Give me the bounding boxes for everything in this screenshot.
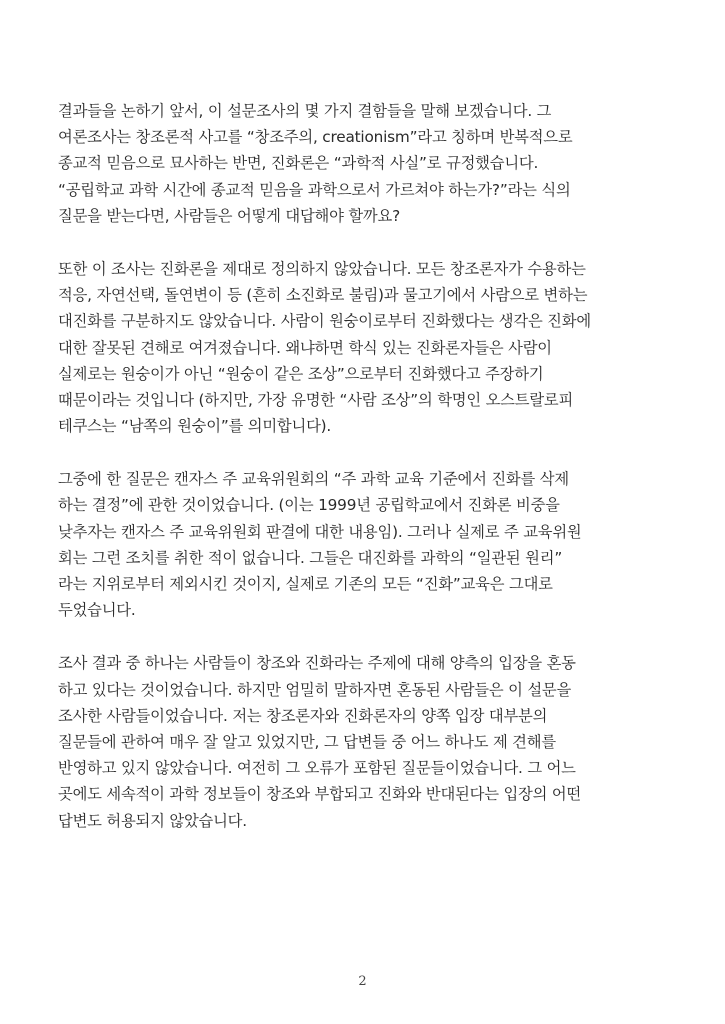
text-line: 반영하고 있지 않았습니다. 여전히 그 오류가 포함된 질문들이었습니다. 그 어느	[58, 759, 576, 778]
paragraph-evolution-definition	[58, 256, 688, 439]
text-line: “공립학교 과학 시간에 종교적 믿음을 과학으로서 가르쳐야 하는가?”라는 식의	[58, 180, 571, 199]
text-line: 여론조사는 창조론적 사고를 “창조주의, creationism”라고 칭하며 반복적으로	[58, 128, 573, 147]
text-line: 조사한 사람들이었습니다. 저는 창조론자와 진화론자의 양쪽 입장 대부분의	[58, 706, 548, 725]
text-line: 종교적 믿음으로 묘사하는 반면, 진화론은 “과학적 사실”로 규정했습니다.	[58, 154, 539, 173]
text-line: 테쿠스는 “남쪽의 원숭이”를 의미합니다).	[58, 417, 332, 436]
text-line: 그중에 한 질문은 캔자스 주 교육위원회의 “주 과학 교육 기준에서 진화를 삭제	[58, 470, 569, 489]
text-line: 답변도 허용되지 않았습니다.	[58, 811, 247, 830]
text-line: 곳에도 세속적이 과학 정보들이 창조와 부합되고 진화와 반대된다는 입장의 어떤	[58, 785, 581, 804]
text-line: 라는 지위로부터 제외시킨 것이지, 실제로 기존의 모든 “진화”교육은 그대로	[58, 575, 553, 593]
paragraph-survey-confusion	[58, 650, 688, 833]
page-number: 2	[358, 974, 367, 989]
paragraph-kansas-board	[58, 466, 688, 623]
paragraph-survey-flaws	[58, 98, 688, 229]
text-line: 회는 그런 조치를 취한 적이 없습니다. 그들은 대진화를 과학의 “일관된 원리”	[58, 548, 563, 567]
text-line: 하고 있다는 것이었습니다. 하지만 엄밀히 말하자면 혼동된 사람들은 이 설문을	[58, 680, 572, 699]
document-body	[58, 98, 688, 861]
text-line: 때문이라는 것입니다 (하지만, 가장 유명한 “사람 조상”의 학명인 오스트랄로피	[58, 390, 574, 409]
text-line: 질문을 받는다면, 사람들은 어떻게 대답해야 할까요?	[58, 206, 401, 225]
text-line: 결과들을 논하기 앞서, 이 설문조사의 몇 가지 결함들을 말해 보겠습니다. 그	[58, 102, 552, 120]
text-line: 하는 결정”에 관한 것이었습니다. (이는 1999년 공립학교에서 진화론 비중을	[58, 496, 560, 515]
text-line: 적응, 자연선택, 돌연변이 등 (흔히 소진화로 불림)과 물고기에서 사람으로 변하는	[58, 286, 588, 305]
text-line: 실제로는 원숭이가 아닌 “원숭이 같은 조상”으로부터 진화했다고 주장하기	[58, 364, 544, 383]
text-line: 낮추자는 캔자스 주 교육위원회 판결에 대한 내용임). 그러나 실제로 주 교육위원	[58, 522, 582, 541]
text-line: 질문들에 관하여 매우 잘 알고 있었지만, 그 답변들 중 어느 하나도 제 견해를	[58, 732, 556, 751]
text-line: 대진화를 구분하지도 않았습니다. 사람이 원숭이로부터 진화했다는 생각은 진화에	[58, 312, 591, 331]
text-line: 두었습니다.	[58, 601, 136, 620]
text-line: 조사 결과 중 하나는 사람들이 창조와 진화라는 주제에 대해 양측의 입장을 혼동	[58, 654, 576, 673]
text-line: 대한 잘못된 견해로 여겨졌습니다. 왜냐하면 학식 있는 진화론자들은 사람이	[58, 338, 552, 357]
text-line: 또한 이 조사는 진화론을 제대로 정의하지 않았습니다. 모든 창조론자가 수용하는	[58, 259, 586, 278]
